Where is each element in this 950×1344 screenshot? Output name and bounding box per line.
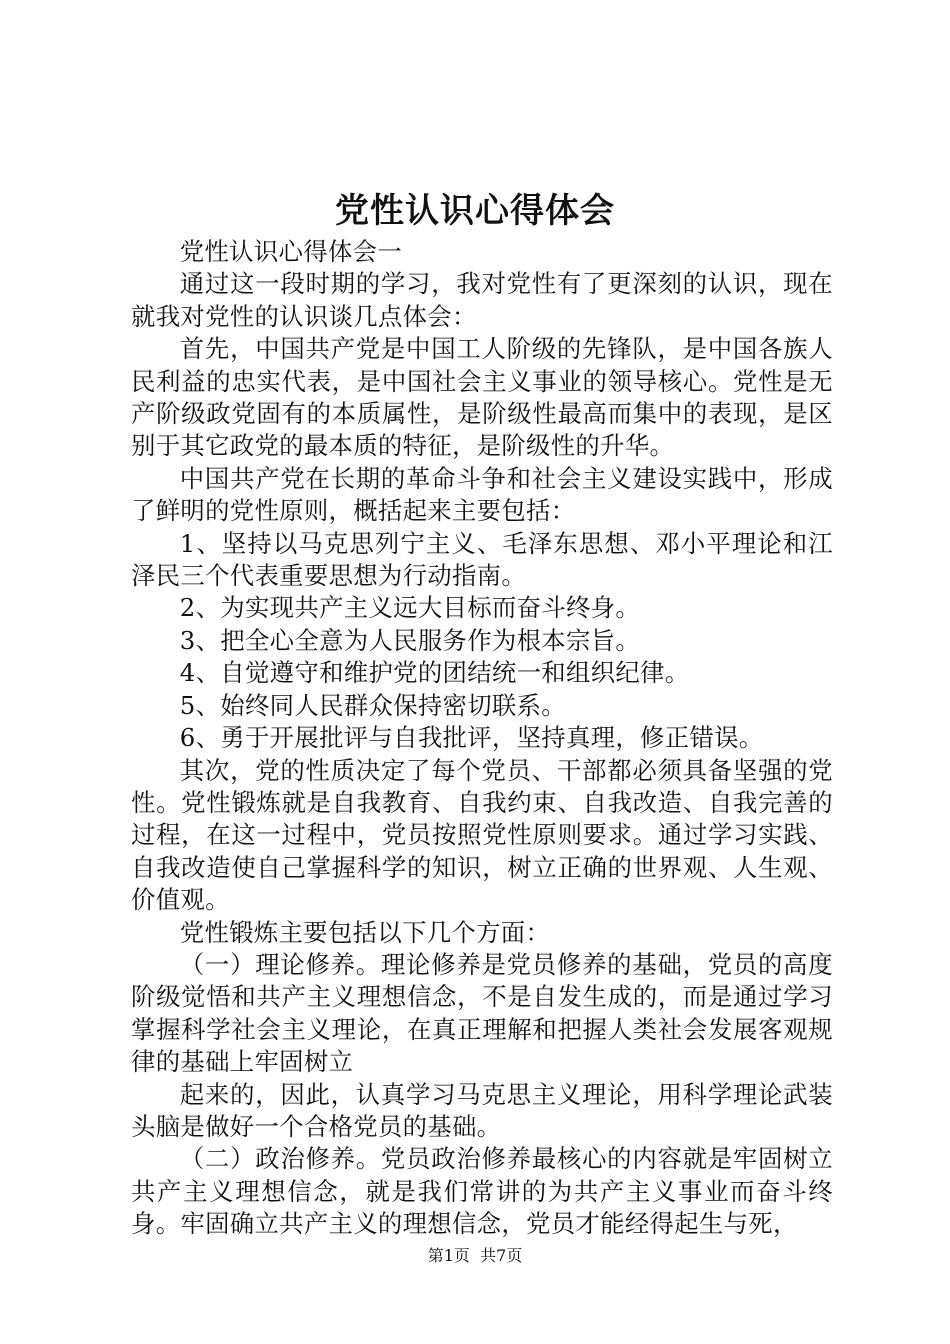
paragraph: 3、把全心全意为人民服务作为根本宗旨。	[179, 625, 641, 655]
paragraph: 6、勇于开展批评与自我批评，坚持真理，修正错误。	[179, 723, 764, 753]
page-footer	[0, 1243, 950, 1266]
paragraph: （二）政治修养。党员政治修养最核心的内容就是牢固树立共产主义理想信念，就是我们常讲的为共产主义事业而奋斗终身。牢固确立共产主义的理想信念，党员才能经得起生与死，	[131, 1144, 833, 1239]
paragraph: 1、坚持以马克思列宁主义、毛泽东思想、邓小平理论和江泽民三个代表重要思想为行动指南。	[131, 528, 833, 591]
paragraph: 4、自觉遵守和维护党的团结统一和组织纪律。	[179, 658, 690, 688]
paragraph: 5、始终同人民群众保持密切联系。	[179, 690, 566, 720]
paragraph: 起来的，因此，认真学习马克思主义理论，用科学理论武装头脑是做好一个合格党员的基础。	[131, 1079, 833, 1141]
paragraph: 党性认识心得体会一	[179, 237, 403, 266]
page-number-label: 第1页 共7页	[427, 1246, 523, 1265]
paragraph: 中国共产党在长期的革命斗争和社会主义建设实践中，形成了鲜明的党性原则，概括起来主要包括：	[131, 463, 833, 526]
paragraph: 党性锻炼主要包括以下几个方面：	[179, 917, 551, 947]
document-body	[131, 236, 833, 1241]
paragraph: 通过这一段时期的学习，我对党性有了更深刻的认识，现在就我对党性的认识谈几点体会：	[131, 269, 833, 331]
document-title: 党性认识心得体会	[335, 191, 615, 231]
paragraph: 2、为实现共产主义远大目标而奋斗终身。	[179, 593, 641, 623]
paragraph: 其次，党的性质决定了每个党员、干部都必须具备坚强的党性。党性锻炼就是自我教育、自我约束、自我改造、自我完善的过程，在这一过程中，党员按照党性原则要求。通过学习实践、自我改造使自己掌握科学的知识，树立正确的世界观、人生观、价值观。	[131, 755, 833, 915]
paragraph: 首先，中国共产党是中国工人阶级的先锋队，是中国各族人民利益的忠实代表，是中国社会主义事业的领导核心。党性是无产阶级政党固有的本质属性，是阶级性最高而集中的表现，是区别于其它政党的最本质的特征，是阶级性的升华。	[131, 334, 833, 461]
paragraph: （一）理论修养。理论修养是党员修养的基础，党员的高度阶级觉悟和共产主义理想信念，不是自发生成的，而是通过学习掌握科学社会主义理论，在真正理解和把握人类社会发展客观规律的基础上牢固树立	[131, 949, 833, 1077]
